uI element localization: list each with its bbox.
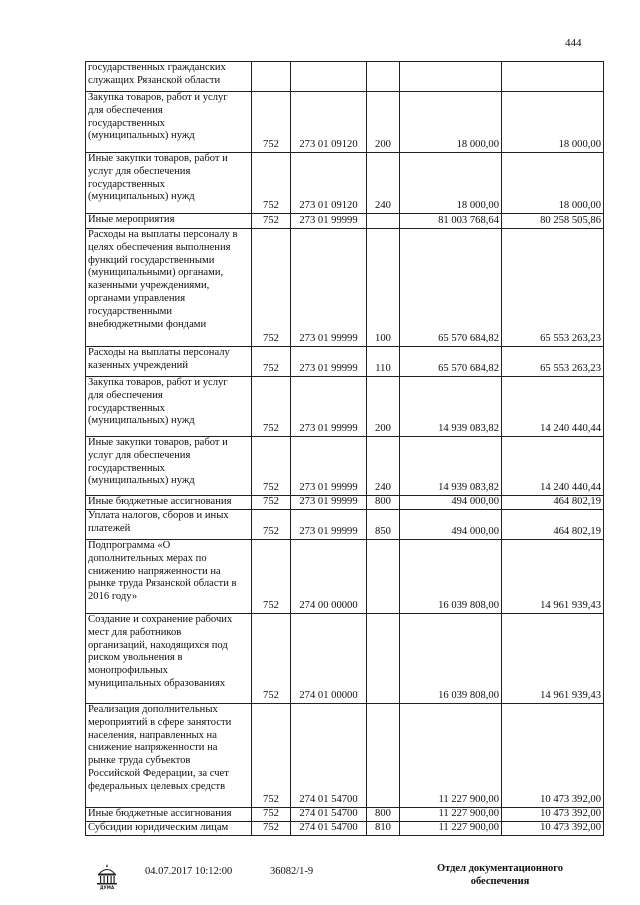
row-name-cell [86,229,252,347]
row-name-line: монопрофильных [88,665,168,677]
executed-amount-cell: 14 240 440,44 [502,377,604,437]
target-article-cell: 273 01 99999 [291,437,367,496]
gr-code-cell: 752 [252,704,291,808]
planned-amount-cell: 11 227 900,00 [400,704,502,808]
gr-code-cell: 752 [252,510,291,540]
executed-amount-cell: 65 553 263,23 [502,229,604,347]
svg-text:ДУМА: ДУМА [99,885,115,890]
target-article-cell [291,62,367,92]
executed-amount-cell [502,62,604,92]
target-article-cell: 273 01 09120 [291,153,367,214]
row-name-line: государственных [88,402,165,414]
row-name-line: снижение напряженности на [88,742,218,754]
row-name-cell [86,92,252,153]
executed-amount-cell: 14 961 939,43 [502,540,604,614]
row-name-line: услуг для обеспечения [88,165,191,177]
table-row [86,704,604,808]
row-name-cell [86,822,252,836]
executed-amount-cell: 464 802,19 [502,496,604,510]
gr-code-cell: 752 [252,214,291,229]
row-name-line: Реализация дополнительных [88,704,218,715]
row-name-line: Расходы на выплаты персоналу [88,347,230,358]
row-name-line: организаций, находящихся под [88,639,228,651]
row-name-line: населения, направленных на [88,729,217,741]
executed-amount-cell: 14 961 939,43 [502,614,604,704]
row-name-line: платежей [88,522,131,534]
target-article-cell: 274 01 00000 [291,614,367,704]
expense-type-cell: 200 [367,377,400,437]
row-name-line: услуг для обеспечения [88,449,191,461]
gr-code-cell [252,62,291,92]
planned-amount-cell: 14 939 083,82 [400,377,502,437]
row-name-cell [86,510,252,540]
row-name-cell [86,614,252,704]
row-name-line: Уплата налогов, сборов и иных [88,510,229,521]
row-name-line: Подпрограмма «О [88,540,171,551]
executed-amount-cell: 10 473 392,00 [502,704,604,808]
row-name-line: (муниципальных) нужд [88,415,195,427]
executed-amount-cell: 18 000,00 [502,153,604,214]
row-name-cell [86,214,252,229]
row-name-cell [86,808,252,822]
table-row [86,153,604,214]
executed-amount-cell: 14 240 440,44 [502,437,604,496]
row-name-line: казенными учреждениями, [88,280,210,292]
gr-code-cell: 752 [252,614,291,704]
footer-datetime: 04.07.2017 10:12:00 [145,866,233,877]
row-name-line: государственных [88,178,165,190]
expense-type-cell [367,614,400,704]
row-name-cell [86,540,252,614]
row-name-line: (муниципальных) нужд [88,475,195,487]
row-name-line: рынке труда Рязанской области в [88,578,237,590]
expense-type-cell [367,540,400,614]
planned-amount-cell [400,62,502,92]
row-name-line: муниципальных образованиях [88,677,226,689]
target-article-cell: 274 01 54700 [291,704,367,808]
expense-type-cell: 850 [367,510,400,540]
target-article-cell: 273 01 99999 [291,347,367,377]
table-row [86,214,604,229]
expense-type-cell: 240 [367,437,400,496]
row-name-line: федеральных целевых средств [88,780,226,792]
row-name-line: Иные закупки товаров, работ и [88,437,228,448]
planned-amount-cell: 18 000,00 [400,153,502,214]
gr-code-cell: 752 [252,377,291,437]
expense-type-cell: 200 [367,92,400,153]
expense-type-cell: 810 [367,822,400,836]
target-article-cell: 274 01 54700 [291,808,367,822]
table-row [86,62,604,92]
gr-code-cell: 752 [252,153,291,214]
row-name-line: функций государственными [88,254,215,266]
table-row [86,377,604,437]
row-name-line: служащих Рязанской области [88,74,221,86]
row-name-line: казенных учреждений [88,359,189,371]
table-row [86,540,604,614]
row-name-line: для обеспечения [88,104,163,116]
target-article-cell: 274 00 00000 [291,540,367,614]
target-article-cell: 273 01 99999 [291,377,367,437]
footer-doc-code: 36082/1-9 [270,866,314,877]
row-name-line: Иные бюджетные ассигнования [88,496,232,507]
row-name-line: 2016 году» [88,591,138,603]
planned-amount-cell: 81 003 768,64 [400,214,502,229]
footer-department-line1: Отдел документационного [436,863,564,874]
row-name-line: дополнительных мерах по [88,552,207,564]
target-article-cell: 273 01 99999 [291,229,367,347]
row-name-cell [86,704,252,808]
row-name-line: государственных [88,117,165,129]
row-name-line: мероприятий в сфере занятости [88,716,232,728]
target-article-cell: 274 01 54700 [291,822,367,836]
row-name-line: Иные закупки товаров, работ и [88,153,228,164]
row-name-line: Иные мероприятия [88,214,175,225]
planned-amount-cell: 494 000,00 [400,510,502,540]
expense-type-cell: 800 [367,808,400,822]
row-name-cell [86,496,252,510]
planned-amount-cell: 16 039 808,00 [400,614,502,704]
gr-code-cell: 752 [252,496,291,510]
row-name-line: государственных гражданских [88,62,226,73]
row-name-line: органами управления [88,292,186,304]
table-row [86,347,604,377]
row-name-cell [86,62,252,92]
row-name-line: Расходы на выплаты персоналу в [88,229,238,240]
gr-code-cell: 752 [252,540,291,614]
row-name-line: целях обеспечения выполнения [88,241,231,253]
gr-code-cell: 752 [252,822,291,836]
table-row [86,822,604,836]
row-name-line: Создание и сохранение рабочих [88,614,233,625]
footer-department [430,862,570,888]
executed-amount-cell: 65 553 263,23 [502,347,604,377]
planned-amount-cell: 65 570 684,82 [400,347,502,377]
executed-amount-cell: 10 473 392,00 [502,822,604,836]
planned-amount-cell: 14 939 083,82 [400,437,502,496]
row-name-line: Субсидии юридическим лицам [88,822,229,833]
row-name-cell [86,377,252,437]
row-name-cell [86,437,252,496]
gr-code-cell: 752 [252,437,291,496]
row-name-line: риском увольнения в [88,652,183,664]
page-number: 444 [565,37,582,49]
row-name-line: Российской Федерации, за счет [88,767,229,779]
row-name-line: государственными [88,305,173,317]
executed-amount-cell: 10 473 392,00 [502,808,604,822]
executed-amount-cell: 18 000,00 [502,92,604,153]
planned-amount-cell: 18 000,00 [400,92,502,153]
row-name-line: рынке труда субъектов [88,755,191,767]
planned-amount-cell: 11 227 900,00 [400,808,502,822]
table-row [86,614,604,704]
row-name-line: внебюджетными фондами [88,318,207,330]
expense-type-cell: 240 [367,153,400,214]
table-row [86,437,604,496]
row-name-line: для обеспечения [88,389,163,401]
expense-type-cell: 100 [367,229,400,347]
table-row [86,496,604,510]
expense-type-cell [367,214,400,229]
target-article-cell: 273 01 09120 [291,92,367,153]
row-name-line: Закупка товаров, работ и услуг [88,377,228,388]
table-row [86,808,604,822]
row-name-line: (муниципальных) нужд [88,130,195,142]
expense-type-cell: 110 [367,347,400,377]
expense-type-cell [367,704,400,808]
row-name-line: (муниципальных) нужд [88,191,195,203]
planned-amount-cell: 65 570 684,82 [400,229,502,347]
expense-type-cell [367,62,400,92]
row-name-line: (муниципальными) органами, [88,267,224,279]
target-article-cell: 273 01 99999 [291,214,367,229]
row-name-cell [86,153,252,214]
row-name-line: Закупка товаров, работ и услуг [88,92,228,103]
row-name-line: государственных [88,462,165,474]
row-name-cell [86,347,252,377]
budget-table [85,61,604,836]
table-row [86,510,604,540]
gr-code-cell: 752 [252,92,291,153]
expense-type-cell: 800 [367,496,400,510]
planned-amount-cell: 16 039 808,00 [400,540,502,614]
duma-logo-icon [94,862,120,890]
row-name-line: мест для работников [88,626,182,638]
planned-amount-cell: 494 000,00 [400,496,502,510]
page-footer [0,862,640,902]
gr-code-cell: 752 [252,229,291,347]
executed-amount-cell: 464 802,19 [502,510,604,540]
gr-code-cell: 752 [252,347,291,377]
row-name-line: снижению напряженности на [88,565,221,577]
row-name-line: Иные бюджетные ассигнования [88,808,232,819]
executed-amount-cell: 80 258 505,86 [502,214,604,229]
target-article-cell: 273 01 99999 [291,496,367,510]
table-row [86,229,604,347]
footer-department-line2: обеспечения [470,876,530,887]
target-article-cell: 273 01 99999 [291,510,367,540]
planned-amount-cell: 11 227 900,00 [400,822,502,836]
table-row [86,92,604,153]
gr-code-cell: 752 [252,808,291,822]
